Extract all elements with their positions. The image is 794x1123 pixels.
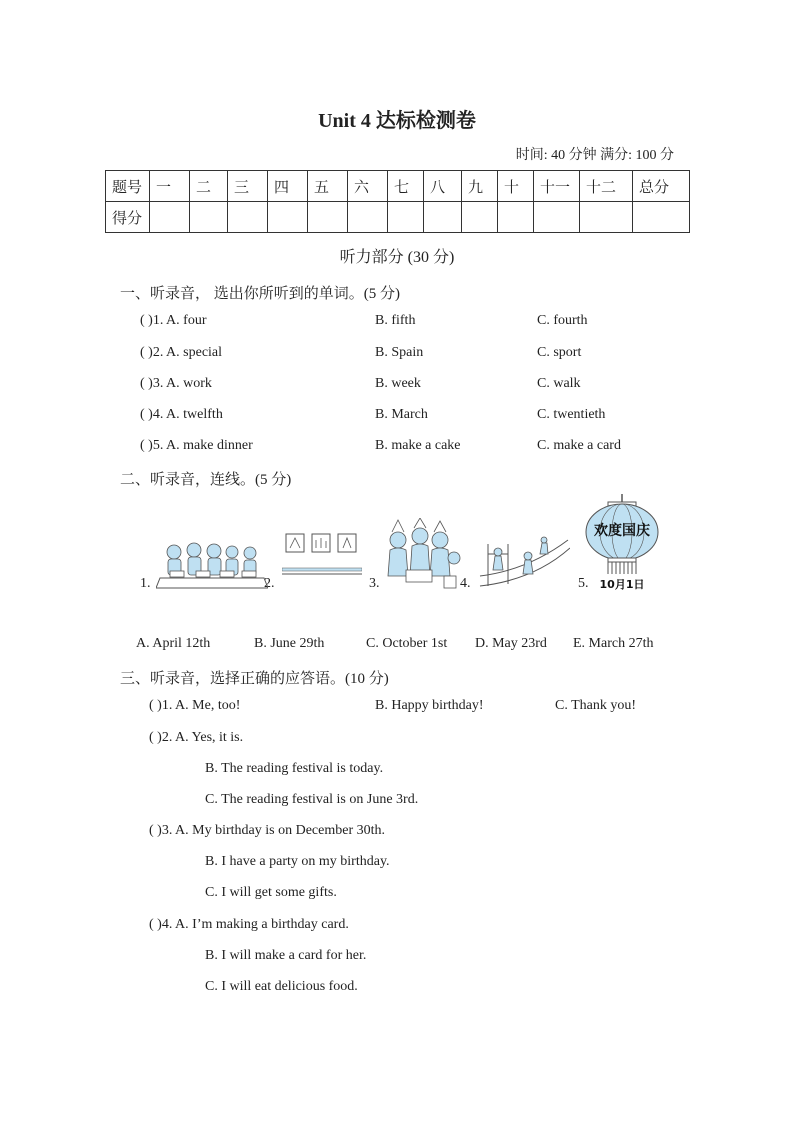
lantern-date: 10月1日 xyxy=(599,578,645,591)
score-input-cell[interactable] xyxy=(424,202,462,233)
p3-q2-c[interactable]: C. The reading festival is on June 3rd. xyxy=(205,792,419,807)
p1-q1-c[interactable]: C. fourth xyxy=(537,313,588,328)
p1-q2-b[interactable]: B. Spain xyxy=(375,345,424,360)
p3-q1-b[interactable]: B. Happy birthday! xyxy=(375,698,484,713)
score-table-score-row xyxy=(106,202,690,233)
p1-q4-b[interactable]: B. March xyxy=(375,407,428,422)
part2-choice-a: A. April 12th xyxy=(136,636,211,651)
score-input-cell[interactable] xyxy=(190,202,228,233)
score-header-cell: 八 xyxy=(424,171,462,202)
birthday-party-picture xyxy=(378,518,462,590)
p1-q4-c[interactable]: C. twentieth xyxy=(537,407,606,422)
score-input-cell[interactable] xyxy=(633,202,690,233)
p1-q3-b[interactable]: B. week xyxy=(375,376,421,391)
p1-q4-a[interactable]: ( )4. A. twelfth xyxy=(140,407,223,422)
score-input-cell[interactable] xyxy=(498,202,534,233)
score-header-cell: 二 xyxy=(190,171,228,202)
score-header-cell: 题号 xyxy=(106,171,150,202)
time-info: 时间: 40 分钟 满分: 100 分 xyxy=(515,148,674,163)
pic-number-3: 3. xyxy=(369,576,380,591)
p3-q2-a[interactable]: ( )2. A. Yes, it is. xyxy=(149,730,244,745)
children-reading-picture xyxy=(156,538,268,590)
p1-q2-a[interactable]: ( )2. A. special xyxy=(140,345,223,360)
p3-q3-c[interactable]: C. I will get some gifts. xyxy=(205,885,337,900)
p3-q4-b[interactable]: B. I will make a card for her. xyxy=(205,948,367,963)
p3-q4-c[interactable]: C. I will eat delicious food. xyxy=(205,979,358,994)
score-input-cell[interactable] xyxy=(580,202,633,233)
score-table xyxy=(105,170,690,233)
listening-section-header: 听力部分 (30 分) xyxy=(339,249,455,266)
page-title: Unit 4 达标检测卷 xyxy=(318,110,476,132)
score-input-cell[interactable] xyxy=(534,202,580,233)
p1-q5-b[interactable]: B. make a cake xyxy=(375,438,461,453)
score-header-cell: 七 xyxy=(388,171,424,202)
part2-choice-d: D. May 23rd xyxy=(475,636,547,651)
p3-q3-a[interactable]: ( )3. A. My birthday is on December 30th. xyxy=(149,823,386,838)
p1-q1-a[interactable]: ( )1. A. four xyxy=(140,313,207,328)
score-header-cell: 十一 xyxy=(534,171,580,202)
score-header-cell: 四 xyxy=(268,171,308,202)
pic-number-1: 1. xyxy=(140,576,151,591)
pic-number-5: 5. xyxy=(578,576,589,591)
score-header-cell: 五 xyxy=(308,171,348,202)
pic-number-4: 4. xyxy=(460,576,471,591)
part1-heading: 一、听录音， 选出你所听到的单词。(5 分) xyxy=(120,286,400,302)
score-input-cell[interactable] xyxy=(308,202,348,233)
score-header-cell: 十二 xyxy=(580,171,633,202)
lantern-text: 欢度国庆 xyxy=(594,523,650,539)
score-header-cell: 六 xyxy=(348,171,388,202)
part2-choice-e: E. March 27th xyxy=(573,636,654,651)
p3-q1-a[interactable]: ( )1. A. Me, too! xyxy=(149,698,241,713)
score-table-header-row xyxy=(106,171,690,202)
score-header-cell: 九 xyxy=(462,171,498,202)
pic-number-2: 2. xyxy=(264,576,275,591)
p1-q3-c[interactable]: C. walk xyxy=(537,376,581,391)
score-input-cell[interactable] xyxy=(150,202,190,233)
p3-q2-b[interactable]: B. The reading festival is today. xyxy=(205,761,384,776)
score-header-cell: 总分 xyxy=(633,171,690,202)
p3-q4-a[interactable]: ( )4. A. I’m making a birthday card. xyxy=(149,917,349,932)
score-header-cell: 十 xyxy=(498,171,534,202)
wall-pictures-picture xyxy=(282,532,362,576)
p1-q5-c[interactable]: C. make a card xyxy=(537,438,621,453)
p1-q5-a[interactable]: ( )5. A. make dinner xyxy=(140,438,253,453)
score-input-cell[interactable] xyxy=(462,202,498,233)
part2-choice-c: C. October 1st xyxy=(366,636,448,651)
part2-heading: 二、听录音，连线。(5 分) xyxy=(120,472,292,488)
p1-q1-b[interactable]: B. fifth xyxy=(375,313,416,328)
p1-q3-a[interactable]: ( )3. A. work xyxy=(140,376,212,391)
score-input-cell[interactable] xyxy=(388,202,424,233)
running-race-picture xyxy=(478,530,570,590)
score-input-cell[interactable] xyxy=(228,202,268,233)
part2-choice-b: B. June 29th xyxy=(254,636,325,651)
score-input-cell[interactable] xyxy=(348,202,388,233)
p1-q2-c[interactable]: C. sport xyxy=(537,345,582,360)
score-row-label: 得分 xyxy=(106,202,150,233)
score-header-cell: 一 xyxy=(150,171,190,202)
score-input-cell[interactable] xyxy=(268,202,308,233)
part3-heading: 三、听录音，选择正确的应答语。(10 分) xyxy=(120,671,389,687)
p3-q1-c[interactable]: C. Thank you! xyxy=(555,698,637,713)
p3-q3-b[interactable]: B. I have a party on my birthday. xyxy=(205,854,390,869)
score-header-cell: 三 xyxy=(228,171,268,202)
